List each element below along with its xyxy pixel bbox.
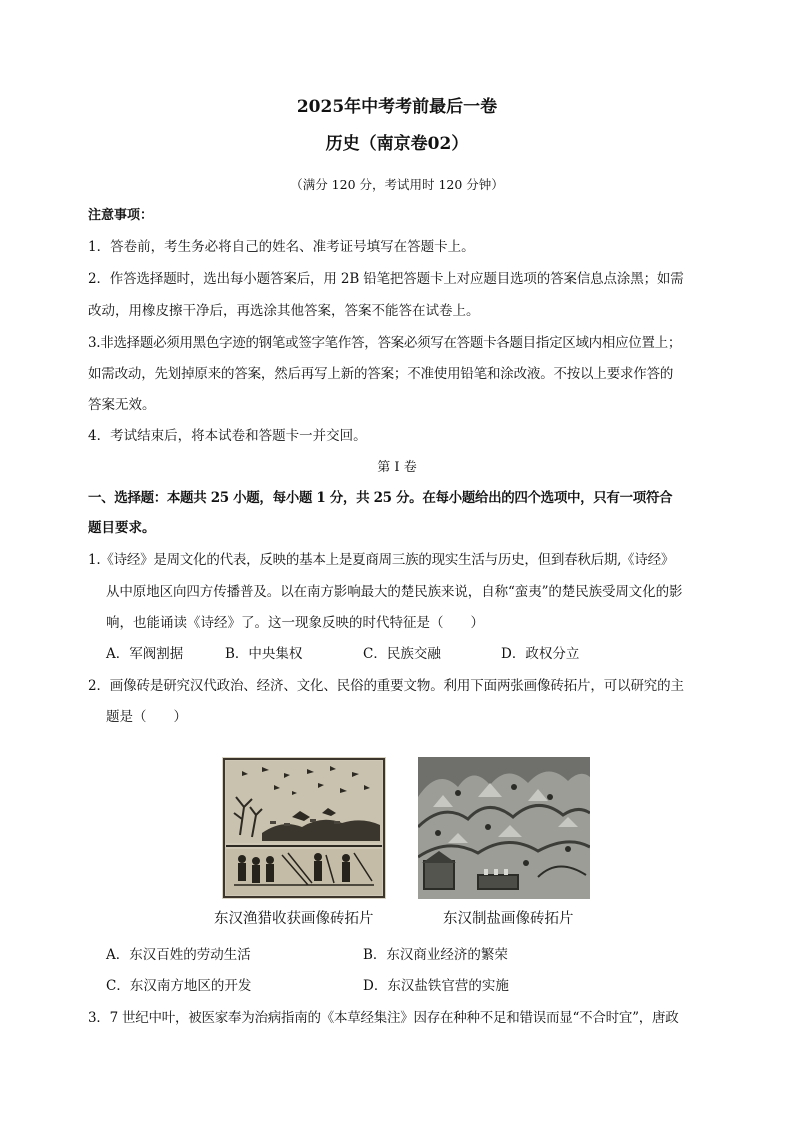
figure-1-caption: 东汉渔猎收获画像砖拓片 [214,911,374,927]
notes-line: 4．考试结束后，将本试卷和答题卡一并交回。 [88,428,367,444]
notes-line: 答案无效。 [88,397,156,413]
section-instruction: 题目要求。 [88,520,156,536]
question-1-text: 响，也能诵读《诗经》了。这一现象反映的时代特征是（ ） [106,615,484,631]
question-1-option-c: C．民族交融 [363,646,441,662]
notes-line: 3.非选择题必须用黑色字迹的钢笔或签字笔作答，答案必须写在答题卡各题目指定区域内相应位置上； [88,335,682,351]
question-3-text: 3．7 世纪中叶，被医家奉为治病指南的《本草经集注》因存在种种不足和错误而显“不合时宜”，唐政 [88,1010,679,1026]
figure-2-caption: 东汉制盐画像砖拓片 [443,911,574,927]
question-2-option-b: B．东汉商业经济的繁荣 [363,947,508,963]
question-1-text: 从中原地区向四方传播普及。以在南方影响最大的楚民族来说，自称“蛮夷”的楚民族受周文化的影 [106,584,683,600]
question-2-option-c: C．东汉南方地区的开发 [106,978,252,994]
notes-line: 2．作答选择题时，选出每小题答案后，用 2B 铅笔把答题卡上对应题目选项的答案信息点涂黑；如需 [88,271,684,287]
question-2-option-d: D．东汉盐铁官营的实施 [363,978,509,994]
notes-line: 如需改动，先划掉原来的答案，然后再写上新的答案；不准使用铅笔和涂改液。不按以上要求作答的 [88,366,674,382]
question-2-text: 题是（ ） [106,709,187,725]
question-1-option-d: D．政权分立 [501,646,580,662]
question-1-option-a: A．军阀割据 [106,646,184,662]
question-2-text: 2．画像砖是研究汉代政治、经济、文化、民俗的重要文物。利用下面两张画像砖拓片，可以研究的主 [88,678,684,694]
question-1-text: 1.《诗经》是周文化的代表，反映的基本上是夏商周三族的现实生活与历史，但到春秋后期,《诗经》 [88,552,675,568]
exam-title: 2025年中考考前最后一卷 [296,97,498,117]
section-instruction: 一、选择题：本题共 25 小题，每小题 1 分，共 25 分。在每小题给出的四个选项中，只有一项符合 [88,490,673,506]
question-2-option-a: A．东汉百姓的劳动生活 [106,947,251,963]
exam-subtitle: 历史（南京卷02） [325,134,469,154]
volume-heading: 第 I 卷 [377,460,417,475]
fishing-harvest-rubbing-image [222,757,386,899]
notes-line: 改动，用橡皮擦干净后，再选涂其他答案，答案不能答在试卷上。 [88,303,480,319]
salt-making-rubbing-image [418,757,590,899]
exam-meta: （满分 120 分，考试用时 120 分钟） [290,177,504,192]
question-1-option-b: B．中央集权 [225,646,303,662]
notes-heading: 注意事项： [88,208,154,223]
notes-line: 1．答卷前，考生务必将自己的姓名、准考证号填写在答题卡上。 [88,239,475,255]
